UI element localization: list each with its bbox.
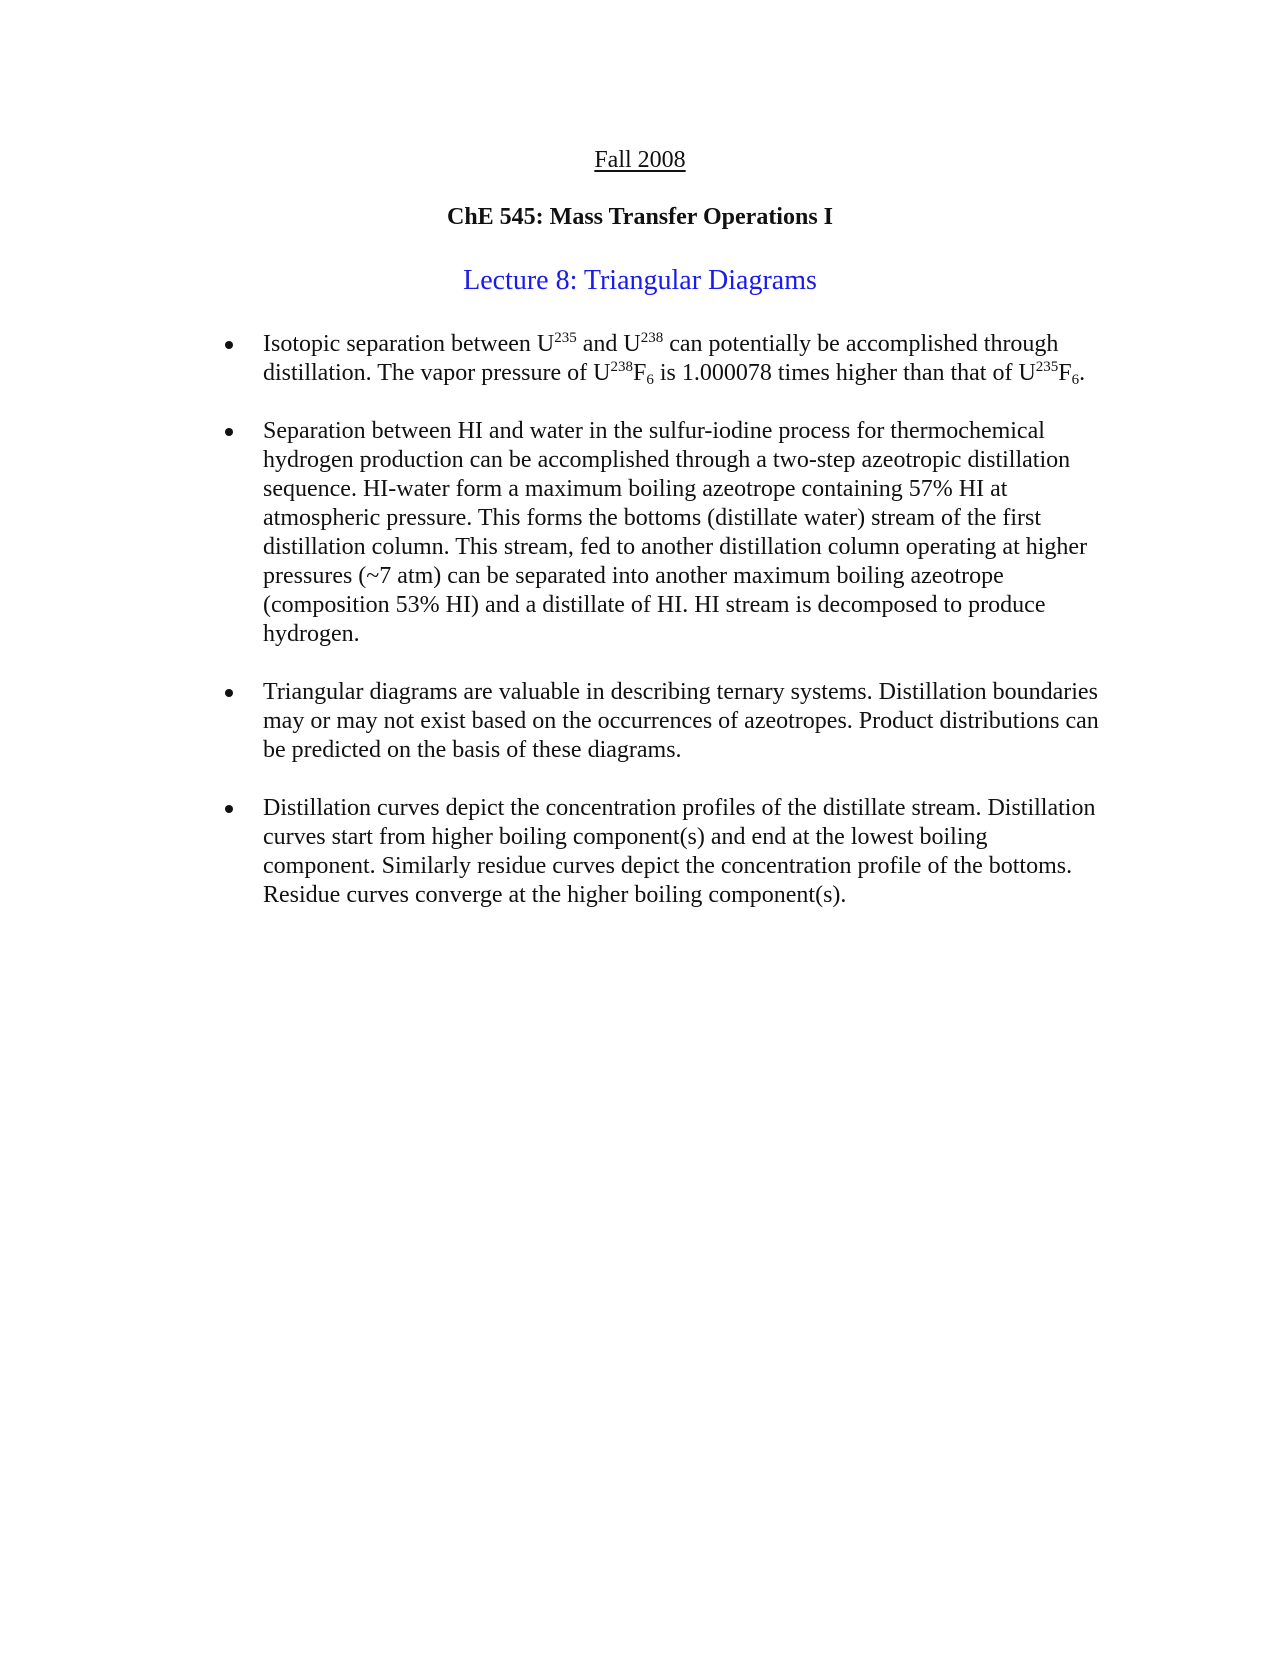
bullet-icon xyxy=(225,341,233,349)
text-run: is 1.000078 times higher than that of U xyxy=(653,360,1036,386)
subscript: 6 xyxy=(1071,372,1080,388)
bullet-item-distillation-curves xyxy=(225,794,1105,910)
text-run: . xyxy=(1079,360,1086,386)
superscript: 235 xyxy=(1035,359,1059,375)
bullet-item-triangular-diagrams xyxy=(225,678,1105,765)
term-heading xyxy=(0,146,1280,174)
bullet-text xyxy=(263,331,1085,386)
bullet-list xyxy=(225,330,1105,939)
text-run: can potentially be accomplished through distillation. The vapor pressure of U xyxy=(263,331,1059,386)
bullet-icon xyxy=(225,428,233,436)
term-text: Fall 2008 xyxy=(594,147,686,173)
bullet-item-isotopic-separation xyxy=(225,330,1105,388)
bullet-icon xyxy=(225,805,233,813)
bullet-item-hi-water-separation xyxy=(225,417,1105,649)
subscript: 6 xyxy=(646,372,654,388)
lecture-title: Lecture 8: Triangular Diagrams xyxy=(463,265,817,296)
text-run: and U xyxy=(576,331,641,357)
bullet-icon xyxy=(225,689,233,697)
text-run: F xyxy=(1058,360,1072,386)
superscript: 238 xyxy=(640,330,664,346)
superscript: 238 xyxy=(610,359,633,375)
bullet-text: Distillation curves depict the concentration profiles of the distillate stream. Distillation curves start from higher boiling component(s) and end at the lowest boiling component. Similarly residue curves depict the concentration profile of the bottoms. Residue curves converge at the higher boiling component(s). xyxy=(263,795,1096,908)
text-run: Isotopic separation between U xyxy=(263,331,555,357)
course-title: ChE 545: Mass Transfer Operations I xyxy=(446,204,833,230)
bullet-text: Triangular diagrams are valuable in describing ternary systems. Distillation boundaries may or may not exist based on the occurrences of azeotropes. Product distributions can be predicted on the basis of these diagrams. xyxy=(263,679,1099,763)
bullet-text: Separation between HI and water in the sulfur-iodine process for thermochemical hydrogen production can be accomplished through a two-step azeotropic distillation sequence. HI-water form a maximum boiling azeotrope containing 57% HI at atmospheric pressure. This forms the bottoms (distillate water) stream of the first distillation column. This stream, fed to another distillation column operating at higher pressures (~7 atm) can be separated into another maximum boiling azeotrope (composition 53% HI) and a distillate of HI. HI stream is decomposed to produce hydrogen. xyxy=(263,418,1088,647)
superscript: 235 xyxy=(554,330,577,346)
text-run: F xyxy=(632,360,647,386)
